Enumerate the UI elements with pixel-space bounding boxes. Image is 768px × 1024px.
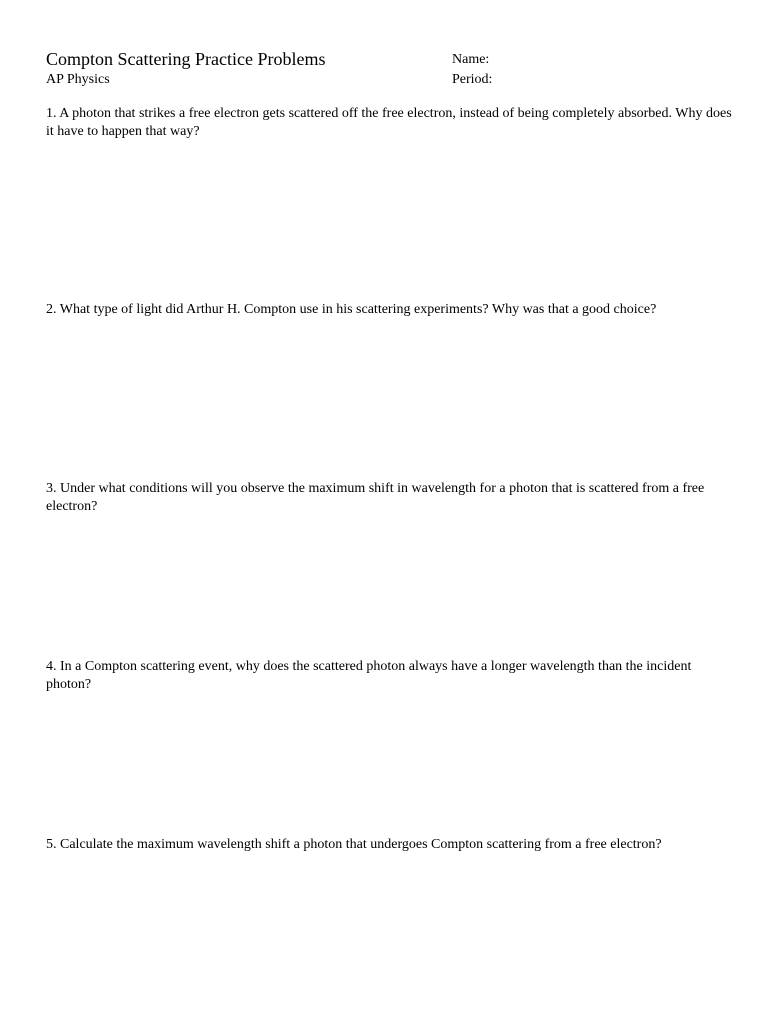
question-5: 5. Calculate the maximum wavelength shift a photon that undergoes Compton scattering from a free electron? — [46, 837, 662, 852]
period-label: Period: — [452, 72, 493, 87]
worksheet-title: Compton Scattering Practice Problems — [46, 49, 326, 69]
course-name: AP Physics — [46, 72, 110, 87]
question-1: 1. A photon that strikes a free electron gets scattered off the free electron, instead of being completely absorbed. Why does it have to happen that way? — [46, 106, 732, 139]
question-2: 2. What type of light did Arthur H. Compton use in his scattering experiments? Why was that a good choice? — [46, 302, 657, 317]
name-label: Name: — [452, 52, 490, 67]
question-4: 4. In a Compton scattering event, why does the scattered photon always have a longer wavelength than the incident photon? — [46, 659, 692, 692]
question-3: 3. Under what conditions will you observe the maximum shift in wavelength for a photon that is scattered from a free electron? — [46, 481, 705, 514]
